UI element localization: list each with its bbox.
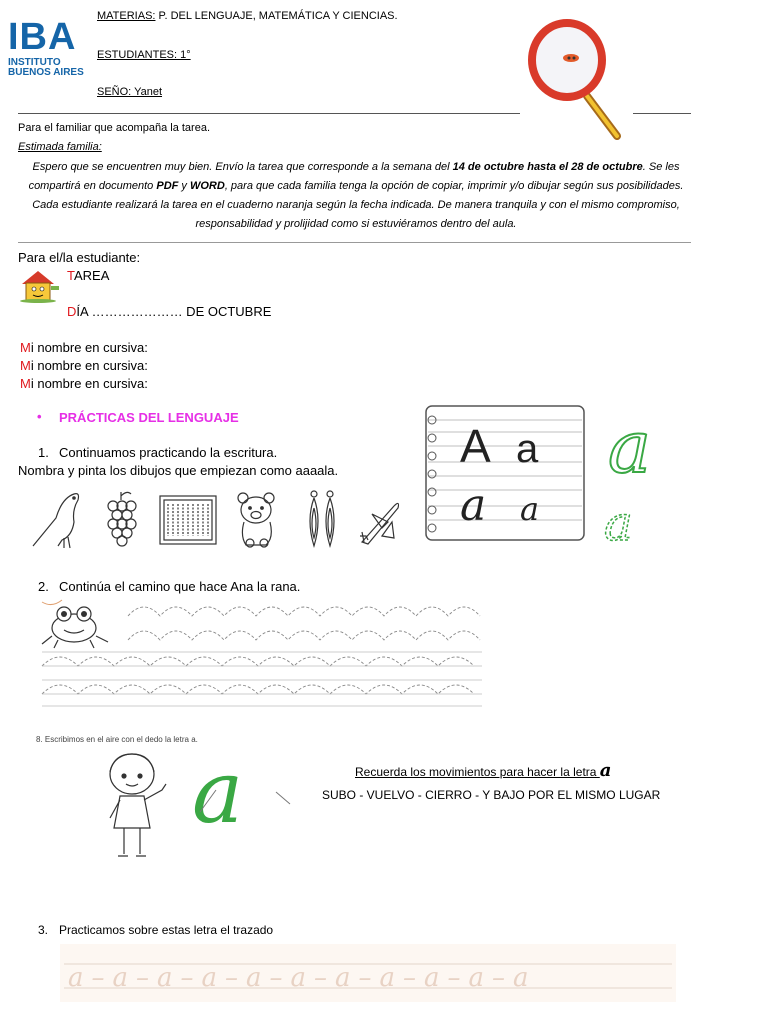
student-heading: Para el/la estudiante:: [18, 250, 141, 265]
bear-icon: [238, 493, 274, 547]
print-upper-a: A: [460, 420, 491, 472]
house-icon: [18, 268, 62, 304]
green-letter-a: a: [608, 405, 651, 489]
materias-line: [97, 10, 398, 22]
header-divider-left: [18, 113, 520, 114]
abacus-icon: [160, 496, 216, 544]
pictures-row: [28, 488, 408, 550]
tarea-label: TAREA: [67, 268, 110, 283]
earrings-icon: [310, 491, 334, 546]
cursive-upper-a: a: [460, 480, 487, 531]
logo: IBA: [8, 16, 77, 58]
frog-icon: [42, 607, 108, 648]
movements-text: SUBO - VUELVO - CIERRO - Y BAJO POR EL MISMO LUGAR: [322, 788, 661, 802]
name-line: Mi nombre en cursiva:: [20, 358, 148, 373]
exercise1-number: 1.: [38, 445, 49, 460]
seno-line: SEÑO: Yanet: [97, 86, 163, 98]
cursive-lower-a: a: [520, 490, 540, 528]
name-line: Mi nombre en cursiva:: [20, 376, 148, 391]
section-bullet: •: [37, 409, 42, 424]
tracing-strip: [60, 944, 676, 1002]
greeting: Estimada familia:: [18, 141, 102, 153]
svg-text:a–a–a–a–a–a–a–a–a–a–a: a–a–a–a–a–a–a–a–a–a–a: [68, 963, 537, 993]
exercise1-instruction: Nombra y pinta los dibujos que empiezan como aaaala.: [18, 463, 339, 478]
name-line: Mi nombre en cursiva:: [20, 340, 148, 355]
section-title: PRÁCTICAS DEL LENGUAJE: [59, 410, 239, 425]
print-lower-a: a: [516, 427, 539, 471]
intro-divider: [18, 242, 691, 243]
exercise1-title: Continuamos practicando la escritura.: [59, 445, 278, 460]
exercise2-number: 2.: [38, 579, 49, 594]
girl-icon: [96, 750, 176, 862]
dia-line: DÍA ………………… DE OCTUBRE: [67, 304, 272, 319]
letters-card: [408, 400, 708, 550]
airplane-icon: [360, 503, 399, 544]
green-dotted-letter-a: a: [604, 496, 633, 550]
materias-value: P. DEL LENGUAJE, MATEMÁTICA Y CIENCIAS.: [155, 10, 398, 22]
bird-icon: [33, 494, 79, 548]
reminder-line: Recuerda los movimientos para hacer la letra a: [355, 760, 612, 781]
materias-label: MATERIAS:: [97, 10, 156, 22]
exercise3-title: Practicamos sobre estas letra el trazado: [59, 923, 274, 937]
exercise8-caption: 8. Escribimos en el aire con el dedo la letra a.: [36, 735, 198, 744]
name-lines: [20, 339, 148, 393]
exercise2-title: Continúa el camino que hace Ana la rana.: [59, 579, 301, 594]
magnifying-glass-icon: [525, 18, 625, 140]
header-divider-right: [633, 113, 691, 114]
estudiantes-line: ESTUDIANTES: 1°: [97, 49, 191, 61]
logo-subtitle: INSTITUTO BUENOS AIRES: [8, 57, 84, 78]
intro-paragraph: Espero que se encuentren muy bien. Envío la tarea que corresponde a la semana del 14 de octubre hasta el 28 de octubre. Se les compartirá en documento PDF y WORD, para que cada familia tenga la opción de copiar, imprimir y/o dibujar según sus posibilidades. Cada estudiante realizará la tarea en el cuaderno naranja según la fecha indicada. De manera tranquila y con el mismo compromiso, responsabilidad y prolijidad como si estuviéramos dentro del aula.: [28, 161, 684, 230]
frog-path-exercise: [36, 596, 486, 708]
svg-text:a: a: [192, 752, 244, 832]
grapes-icon: [108, 492, 136, 546]
green-cursive-a: [186, 752, 316, 832]
exercise3-number: 3.: [38, 923, 49, 937]
familiar-line: Para el familiar que acompaña la tarea.: [18, 122, 210, 134]
